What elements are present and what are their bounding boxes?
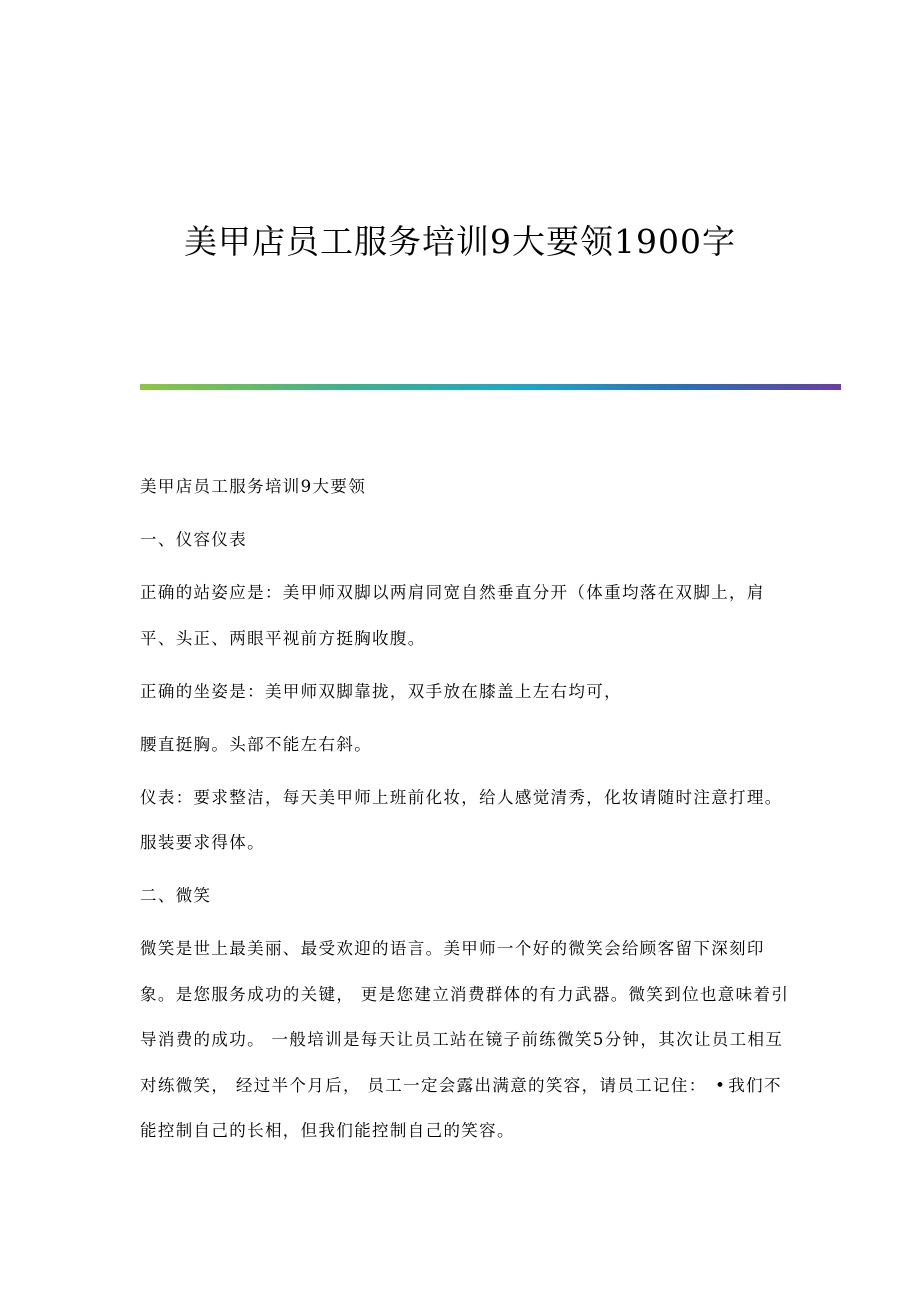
paragraph: 腰直挺胸。头部不能左右斜。 [140, 734, 373, 754]
section-heading: 美甲店员工服务培训9大要领 [140, 477, 367, 496]
bullet-text: 我们不能控制自己的长相，但我们能控制自己的笑容。 [140, 1075, 782, 1140]
paragraph: 正确的坐姿是：美甲师双脚靠拢，双手放在膝盖上左右均可， [140, 681, 622, 701]
paragraph-text: 微笑是世上最美丽、最受欢迎的语言。美甲师一个好的微笑会给顾客留下深刻印象。是您服务成功的关键， 更是您建立消费群体的有力武器。微笑到位也意味着引导消费的成功。 一般培训是每天让员工站在镜子前练微笑5分钟，其次让员工相互对练微笑， 经过半个月后， 员工一定会露出满意的笑容，请员工记住： [140, 939, 790, 1095]
section-heading: 一、仪容仪表 [140, 530, 248, 549]
paragraph: 正确的站姿应是：美甲师双脚以两肩同宽自然垂直分开（体重均落在双脚上，肩平、头正、两眼平视前方挺胸收腹。 [140, 583, 765, 648]
paragraph: 仪表：要求整洁，每天美甲师上班前化妆，给人感觉清秀，化妆请随时注意打理。服装要求得体。 [140, 787, 783, 852]
document-body [140, 464, 790, 1161]
paragraph [140, 926, 790, 1154]
document-title: 美甲店员工服务培训9大要领1900字 [184, 222, 736, 261]
gradient-divider [140, 384, 841, 390]
bullet-icon: • [715, 1075, 727, 1095]
section-heading: 二、微笑 [140, 886, 212, 905]
